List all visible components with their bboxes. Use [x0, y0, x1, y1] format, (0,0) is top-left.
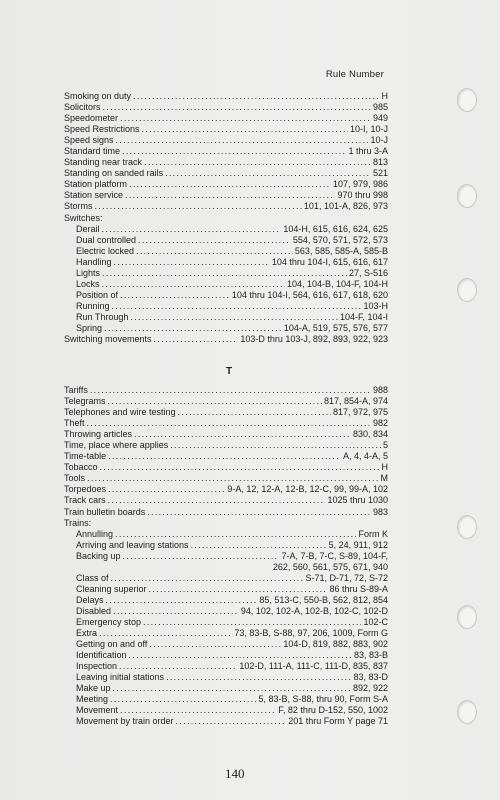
index-term: Speed Restrictions	[64, 124, 140, 135]
rule-reference: 817, 972, 975	[332, 407, 388, 418]
index-term: Speedometer	[64, 113, 119, 124]
index-entry	[64, 102, 388, 113]
index-entry	[64, 495, 388, 506]
index-entry	[64, 628, 388, 639]
leader-dots	[114, 257, 270, 268]
rule-reference: 94, 102, 102-A, 102-B, 102-C, 102-D	[240, 605, 388, 616]
leader-dots	[90, 385, 371, 396]
leader-dots	[120, 113, 371, 124]
index-term: Position of	[76, 289, 119, 300]
index-term: Track cars	[64, 495, 106, 506]
index-term: Time-table	[64, 451, 107, 462]
index-entry	[64, 606, 388, 617]
index-term: Getting on and off	[76, 639, 148, 650]
index-section-t	[64, 385, 388, 727]
index-term: Theft	[64, 418, 85, 429]
index-entry	[64, 407, 388, 418]
index-term: Derail	[76, 223, 100, 234]
index-entry	[64, 551, 388, 562]
page-number: 140	[225, 766, 245, 781]
index-term: Station service	[64, 190, 124, 201]
rule-reference: 107, 979, 986	[332, 179, 388, 190]
index-entry	[64, 716, 388, 727]
rule-reference: 104, 104-B, 104-F, 104-H	[286, 278, 388, 289]
rule-reference: 830, 834	[352, 429, 388, 440]
rule-reference: 1 thru 3-A	[348, 146, 388, 157]
index-entry	[64, 540, 388, 551]
rule-reference: 83, 83-D	[353, 672, 388, 683]
index-term: Switches:	[64, 212, 103, 223]
index-entry	[64, 113, 388, 124]
index-entry	[64, 124, 388, 135]
index-entry	[64, 246, 388, 257]
index-entry	[64, 301, 388, 312]
leader-dots	[113, 683, 351, 694]
leader-dots	[115, 529, 356, 540]
leader-dots	[120, 290, 230, 301]
index-section-s	[64, 91, 388, 345]
rule-reference: 10-J	[370, 135, 388, 146]
rule-reference: 7-A, 7-B, 7-C, S-89, 104-F,	[281, 550, 388, 561]
rule-reference: 982	[372, 418, 388, 429]
index-entry	[64, 168, 388, 179]
leader-dots	[166, 672, 351, 683]
rule-reference: 817, 854-A, 974	[323, 396, 388, 407]
rule-reference: H	[381, 462, 388, 473]
index-term: Time, place where applies	[64, 440, 169, 451]
index-entry	[64, 672, 388, 683]
rule-reference: 9-A, 12, 12-A, 12-B, 12-C, 99, 99-A, 102	[227, 484, 388, 495]
index-term: Dual controlled	[76, 234, 137, 245]
index-entry	[64, 507, 388, 518]
leader-dots	[130, 312, 338, 323]
binder-hole	[457, 278, 477, 302]
index-term: Disabled	[76, 605, 112, 616]
index-term: Run Through	[76, 311, 129, 322]
leader-dots	[122, 146, 346, 157]
index-entry	[64, 562, 388, 573]
rule-reference: 27, S-516	[348, 267, 388, 278]
rule-reference: A, 4, 4-A, 5	[342, 451, 388, 462]
section-letter-t: T	[226, 366, 233, 377]
rule-reference: 101, 101-A, 826, 973	[303, 201, 388, 212]
leader-dots	[111, 573, 304, 584]
leader-dots	[104, 323, 282, 334]
index-entry	[64, 268, 388, 279]
index-entry	[64, 429, 388, 440]
leader-dots	[170, 440, 381, 451]
rule-reference: F, 82 thru D-152, 550, 1002	[278, 705, 388, 716]
rule-reference: 1025 thru 1030	[327, 495, 388, 506]
rule-reference: 102-C	[363, 616, 388, 627]
index-term: Tobacco	[64, 462, 98, 473]
index-entry	[64, 683, 388, 694]
rule-reference: 521	[372, 168, 388, 179]
index-term: Speed signs	[64, 135, 114, 146]
index-term: Emergency stop	[76, 616, 142, 627]
leader-dots	[129, 179, 331, 190]
index-term: Make up	[76, 683, 111, 694]
index-entry	[64, 396, 388, 407]
rule-reference: 104-H, 615, 616, 624, 625	[283, 223, 388, 234]
index-term: Cleaning superior	[76, 583, 147, 594]
index-term: Class of	[76, 572, 109, 583]
index-entry	[64, 573, 388, 584]
leader-dots	[138, 235, 291, 246]
binder-hole	[457, 515, 477, 539]
index-term: Standard time	[64, 146, 121, 157]
leader-dots	[134, 429, 351, 440]
index-entry	[64, 224, 388, 235]
leader-dots	[178, 407, 331, 418]
index-term: Lights	[76, 267, 101, 278]
index-entry	[64, 385, 388, 396]
index-entry	[64, 418, 388, 429]
index-term: Standing on sanded rails	[64, 168, 164, 179]
rule-reference: 5, 83-B, S-88, thru 90, Form S-A	[258, 694, 388, 705]
index-term: Throwing articles	[64, 429, 133, 440]
index-term: Train bulletin boards	[64, 506, 146, 517]
rule-reference: 86 thru S-89-A	[329, 583, 388, 594]
index-entry	[64, 617, 388, 628]
leader-dots	[120, 705, 276, 716]
rule-reference: 813	[372, 157, 388, 168]
rule-reference: M	[380, 473, 388, 484]
index-entry	[64, 451, 388, 462]
rule-reference: 73, 83-B, S-88, 97, 206, 1009, Form G	[234, 628, 388, 639]
index-term: Handling	[76, 256, 112, 267]
binder-hole	[457, 605, 477, 629]
leader-dots	[147, 507, 371, 518]
leader-dots	[119, 661, 237, 672]
rule-reference: 104-D, 819, 882, 883, 902	[283, 639, 388, 650]
rule-reference: 5	[382, 440, 388, 451]
index-term: Tariffs	[64, 385, 88, 395]
rule-reference: 262, 560, 561, 575, 671, 940	[272, 561, 388, 572]
index-entry	[64, 213, 388, 224]
index-term: Leaving initial stations	[76, 672, 165, 683]
leader-dots	[102, 268, 347, 279]
index-entry	[64, 440, 388, 451]
index-entry	[64, 135, 388, 146]
leader-dots	[108, 484, 225, 495]
leader-dots	[154, 334, 239, 345]
index-term: Movement	[76, 705, 119, 716]
rule-reference: S-71, D-71, 72, S-72	[305, 572, 388, 583]
leader-dots	[129, 650, 352, 661]
index-term: Backing up	[76, 550, 121, 561]
leader-dots	[116, 135, 369, 146]
leader-dots	[123, 551, 280, 562]
index-term: Meeting	[76, 694, 109, 705]
index-entry	[64, 179, 388, 190]
leader-dots	[142, 124, 348, 135]
leader-dots	[113, 606, 239, 617]
index-term: Switching movements	[64, 334, 152, 345]
index-entry	[64, 201, 388, 212]
rule-reference: 103-H	[363, 300, 388, 311]
index-term: Telegrams	[64, 396, 106, 407]
index-entry	[64, 705, 388, 716]
rule-reference: 554, 570, 571, 572, 573	[292, 234, 388, 245]
leader-dots	[95, 201, 302, 212]
leader-dots	[102, 224, 282, 235]
index-entry	[64, 473, 388, 484]
leader-dots	[87, 473, 378, 484]
rule-reference: 85, 513-C, 550-B, 562, 812, 854	[259, 594, 388, 605]
binder-hole	[457, 184, 477, 208]
rule-reference: 104-F, 104-I	[339, 311, 388, 322]
leader-dots	[108, 396, 322, 407]
index-term: Torpedoes	[64, 484, 107, 495]
index-entry	[64, 584, 388, 595]
index-term: Annulling	[76, 528, 114, 539]
leader-dots	[133, 91, 379, 102]
leader-dots	[191, 540, 327, 551]
binder-hole	[457, 700, 477, 724]
index-term: Solicitors	[64, 102, 101, 113]
index-term: Standing near track	[64, 157, 143, 168]
leader-dots	[149, 584, 328, 595]
leader-dots	[87, 418, 371, 429]
leader-dots	[165, 168, 371, 179]
index-term: Locks	[76, 278, 100, 289]
index-term: Storms	[64, 201, 93, 212]
rule-reference: 983	[372, 506, 388, 517]
index-entry	[64, 484, 388, 495]
index-entry	[64, 334, 388, 345]
leader-dots	[110, 694, 256, 705]
index-entry	[64, 312, 388, 323]
index-entry	[64, 190, 388, 201]
index-term: Electric locked	[76, 245, 135, 256]
index-entry	[64, 157, 388, 168]
leader-dots	[108, 451, 341, 462]
index-entry	[64, 257, 388, 268]
index-term: Identification	[76, 650, 127, 661]
index-term: Running	[76, 300, 110, 311]
leader-dots	[99, 628, 232, 639]
index-term: Telephones and wire testing	[64, 407, 176, 418]
leader-dots	[106, 595, 258, 606]
rule-reference: 104 thru 104-I, 615, 616, 617	[271, 256, 388, 267]
index-term: Inspection	[76, 661, 118, 672]
index-entry	[64, 279, 388, 290]
rule-reference: 104 thru 104-I, 564, 616, 617, 618, 620	[231, 289, 388, 300]
index-entry	[64, 639, 388, 650]
rule-reference: 104-A, 519, 575, 576, 577	[283, 322, 388, 333]
leader-dots	[102, 279, 285, 290]
rule-reference: H	[381, 91, 388, 101]
rule-number-header: Rule Number	[325, 69, 384, 80]
leader-dots	[108, 495, 326, 506]
index-term: Spring	[76, 322, 103, 333]
leader-dots	[125, 190, 335, 201]
rule-reference: 563, 585, 585-A, 585-B	[294, 245, 388, 256]
rule-reference: 83, 83-B	[353, 650, 388, 661]
leader-dots	[136, 246, 293, 257]
rule-reference: 949	[372, 113, 388, 124]
leader-dots	[103, 102, 371, 113]
index-term: Station platform	[64, 179, 128, 190]
index-term: Smoking on duty	[64, 91, 132, 101]
index-entry	[64, 290, 388, 301]
rule-reference: Form K	[358, 528, 388, 539]
rule-reference: 102-D, 111-A, 111-C, 111-D, 835, 837	[239, 661, 388, 672]
leader-dots	[144, 157, 371, 168]
leader-dots	[149, 639, 281, 650]
index-entry	[64, 650, 388, 661]
index-entry	[64, 323, 388, 334]
index-entry	[64, 91, 388, 102]
rule-reference: 201 thru Form Y page 71	[288, 716, 388, 727]
index-entry	[64, 462, 388, 473]
index-entry	[64, 235, 388, 246]
leader-dots	[143, 617, 361, 628]
index-entry	[64, 518, 388, 529]
index-entry	[64, 529, 388, 540]
binder-hole	[457, 88, 477, 112]
index-term: Arriving and leaving stations	[76, 539, 189, 550]
index-term: Extra	[76, 628, 98, 639]
index-entry	[64, 694, 388, 705]
index-term: Tools	[64, 473, 86, 484]
rule-reference: 892, 922	[352, 683, 388, 694]
leader-dots	[100, 462, 380, 473]
leader-dots	[176, 716, 287, 727]
index-entry	[64, 146, 388, 157]
rule-reference: 10-I, 10-J	[349, 124, 388, 135]
rule-reference: 988	[372, 385, 388, 395]
index-term: Movement by train order	[76, 716, 174, 727]
index-entry	[64, 595, 388, 606]
index-entry	[64, 661, 388, 672]
rule-reference: 970 thru 998	[337, 190, 388, 201]
leader-dots	[112, 301, 362, 312]
rule-reference: 103-D thru 103-J, 892, 893, 922, 923	[240, 334, 388, 345]
rule-reference: 985	[372, 102, 388, 113]
rule-reference: 5, 24, 911, 912	[328, 539, 388, 550]
index-term: Delays	[76, 594, 104, 605]
index-term: Trains:	[64, 517, 92, 528]
